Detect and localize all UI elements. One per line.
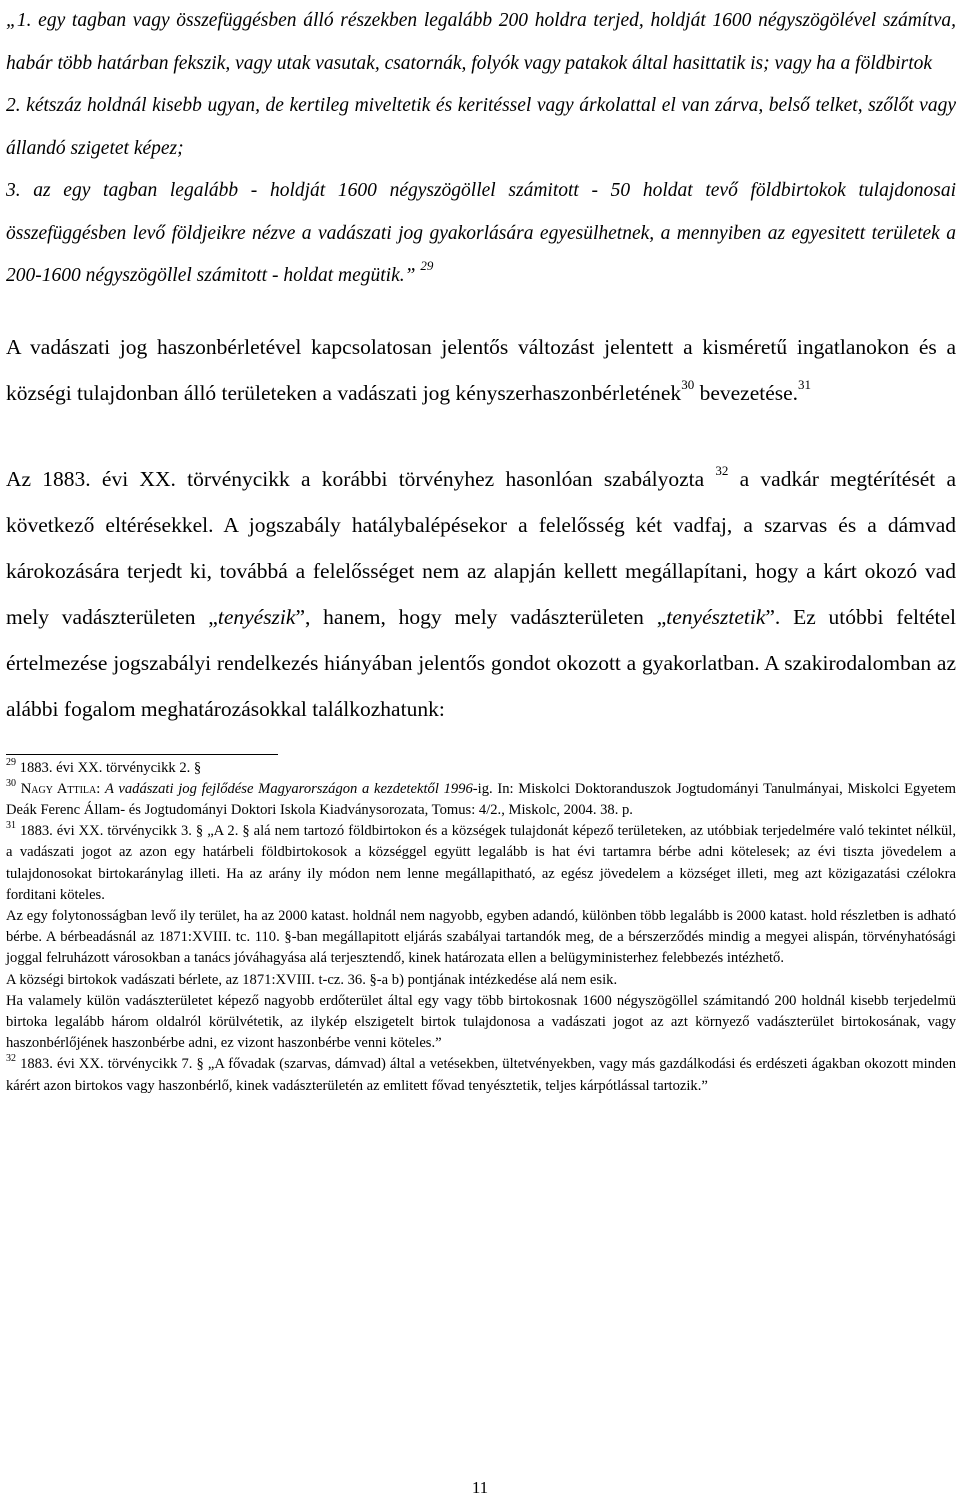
body-paragraph-1 (6, 324, 956, 416)
footnote-number: 30 (6, 777, 16, 789)
footnote-text: 1883. évi XX. törvénycikk 3. § „A 2. § alá nem tartozó földbirtokon és a községek tulajdonát képező területeken, az utóbbiak terjedelmére való tekintet nélkül, a vadászati jogot az azon egy határbeli földbirtokosok a községgel együtt legalább is hat évi tartamra bérbe adni kötelesek; az évi tiszta jövedelem a tulajdonosokat birtokaránylag illeti. Ha az arány ily módon nem lenne megállapitható, az egész jövedelem a községet illeti, meg azt közigazatási czélokra forditani köteles. (6, 823, 956, 903)
emphasis-tenyeszik: tenyészik (217, 604, 296, 629)
footnote-number: 29 (6, 756, 16, 768)
footnote-31 (6, 821, 956, 906)
body-text: A vadászati jog haszonbérletével kapcsolatosan jelentős változást jelentett a kisméretű ingatlanokon és a községi tulajdonban álló területeken a vadászati jog kényszerhaszonbérletének (6, 334, 956, 405)
page-number: 11 (471, 1478, 489, 1497)
body-paragraph-2 (6, 456, 956, 732)
footnote-31-continued: Ha valamely külön vadászterületet képező nagyobb erdőterület által egy vagy több birtokosnak 1600 négyszögöllel számitandó 200 holdnál kisebb terjedelmü birtoka legalább három oldalról körülvétetik, az ilykép elszigetelt birtok tulajdonosa a vadászati jogot az azt környező vadászterület birtokosának, vagy haszonbérlőjének haszonbérbe adni, ez vizont haszonbérbe venni köteles.” (6, 992, 956, 1052)
body-text: a vadkár megtérítését a következő eltérésekkel. A jogszabály hatálybalépésekor a felelősség két vadfaj, a szarvas és a dámvad károkozására terjedt ki, továbbá a felelősséget nem az alapján kellett megállapítani, hogy a kárt okozó vad mely vadászterületen „ (6, 466, 957, 629)
quoted-provision (6, 0, 956, 298)
footnote-29 (6, 758, 956, 779)
footnote-text: 1883. évi XX. törvénycikk 7. § „A fővadak (szarvas, dámvad) által a vetésekben, ültetvényekben, vagy más gazdálkodási és erdészeti ágakban okozott minden kárért azon birtokos vagy haszonbérlő, kinek vadászterületén az emlitett fővad tenyésztetik, teljes kárpótlással tartozik.” (6, 1056, 956, 1094)
footnote-text: -ig. In: Miskolci Doktoranduszok Jogtudományi Tanulmányai, Miskolci Egyetem Deák Ferenc Állam- és Jogtudományi Doktori Iskola Kiadványsorozata, Tomus: 4/2., Miskolc, 2004. 38. p. (6, 780, 956, 818)
body-text: ”, hanem, hogy mely vadászterületen „ (295, 604, 667, 629)
footnote-number: 32 (6, 1053, 16, 1065)
footnote-text: 1883. évi XX. törvénycikk 2. § (16, 759, 202, 776)
quote-item-3-text: 3. az egy tagban legalább - holdját 1600 négyszögöllel számitott - 50 holdat tevő földbirtokok tulajdonosai összefüggésben levő földjeikre nézve a vadászati jog gyakorlására egyesülhetnek, a mennyiben az egyesitett területek a 200-1600 négyszögöllel számitott - holdat megütik.” (6, 180, 956, 286)
quote-item-3 (6, 170, 956, 298)
footnote-30 (6, 779, 956, 821)
footnote-number: 31 (6, 820, 16, 832)
footnote-ref-31[interactable]: 31 (798, 376, 812, 392)
footnote-author: Nagy Attila (20, 780, 97, 797)
footnote-31-continued: Az egy folytonosságban levő ily terület, ha az 2000 katast. holdnál nem nagyobb, egyben adandó, különben több legalább is 2000 katast. hold részletben is adható bérbe. A bérbeadásnál az 1871:XVIII. tc. 110. §-ban megállapitott eljárás szabályai tartandók meg, de a bérszerződés mindig a megyei alispán, törvényhatósági joggal felruházott városokban a tanács jóváhagyása alá terjesztendő, kinek határozata ellen a belügyministerhez felebbezés intézhető. (6, 907, 956, 967)
quote-item-2: 2. kétszáz holdnál kisebb ugyan, de kertileg miveltetik és keritéssel vagy árkolattal el van zárva, belső telket, szőlőt vagy állandó szigetet képez; (6, 95, 956, 159)
footnote-title: A vadászati jog fejlődése Magyarországon a kezdetektől 1996 (105, 780, 473, 797)
body-text: Az 1883. évi XX. törvénycikk a korábbi törvényhez hasonlóan szabályozta (6, 466, 705, 491)
footnote-ref-30[interactable]: 30 (681, 376, 695, 392)
emphasis-tenyesztetik: tenyésztetik (666, 604, 766, 629)
footnote-ref-32[interactable]: 32 (715, 462, 729, 478)
body-text: bevezetése. (694, 380, 799, 405)
footnote-text: : (96, 780, 106, 797)
body-text: ”. Ez utóbbi feltétel értelmezése jogszabályi rendelkezés hiányában jelentős gondot okozott a gyakorlatban. A szakirodalomban az alábbi fogalom meghatározásokkal találkozhatunk: (6, 604, 956, 721)
document-page (6, 0, 956, 1097)
footnote-ref-29[interactable]: 29 (420, 257, 434, 273)
footnote-31-continued: A községi birtokok vadászati bérlete, az 1871:XVIII. t-cz. 36. §-a b) pontjának intézkedése alá nem esik. (6, 971, 618, 988)
footnote-32 (6, 1054, 956, 1096)
footnote-separator (6, 754, 278, 755)
footnotes (6, 758, 956, 1097)
quote-item-1: „1. egy tagban vagy összefüggésben álló részekben legalább 200 holdra terjed, holdját 1600 négyszögölével számítva, habár több határban fekszik, vagy utak vasutak, csatornák, folyók vagy patakok által hasittatik is; vagy ha a földbirtok (6, 10, 956, 74)
